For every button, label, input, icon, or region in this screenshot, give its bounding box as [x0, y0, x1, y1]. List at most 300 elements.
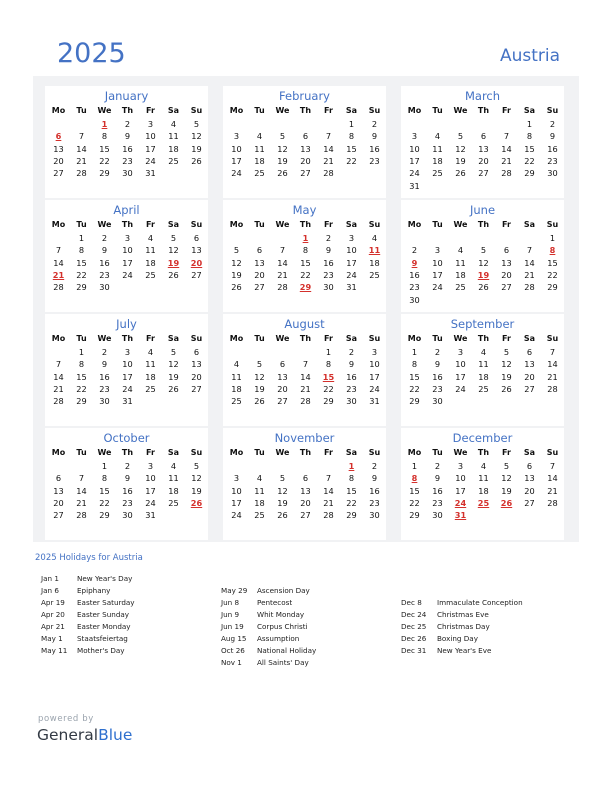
day-cell: 9 — [371, 131, 378, 142]
day-cell: 29 — [409, 510, 420, 521]
holiday-date: Dec 31 — [401, 646, 427, 655]
day-cell: 1 — [411, 347, 418, 357]
weekday-header: Tu — [76, 448, 87, 457]
month-july — [45, 314, 208, 426]
day-cell: 6 — [302, 131, 309, 142]
day-cell: 9 — [124, 131, 131, 142]
holiday-item — [221, 610, 304, 619]
weekday-header: Th — [477, 334, 490, 343]
day-cell: 16 — [369, 485, 380, 496]
holiday-date: Jan 1 — [41, 574, 59, 583]
day-cell: 2 — [411, 245, 418, 256]
day-cell: 4 — [256, 131, 263, 142]
holiday-name: Ascension Day — [257, 586, 310, 595]
day-cell: 28 — [277, 282, 288, 293]
day-cell: 20 — [53, 155, 64, 166]
day-cell: 24 — [231, 168, 242, 179]
day-cell: 19 — [191, 143, 202, 154]
day-cell: 9 — [124, 473, 131, 484]
day-cell: 21 — [524, 269, 535, 280]
day-cell: 18 — [145, 371, 156, 382]
weekday-header: Su — [190, 334, 203, 343]
month-title: September — [450, 317, 515, 331]
month-title: December — [452, 431, 513, 445]
day-cell: 12 — [478, 257, 489, 268]
holiday-item — [41, 598, 135, 607]
day-cell: 5 — [256, 359, 263, 370]
weekday-header: Tu — [76, 220, 87, 229]
weekday-header: Th — [477, 220, 490, 229]
brand-logo[interactable] — [37, 726, 132, 744]
weekday-header: Tu — [254, 334, 265, 343]
day-cell: 25 — [254, 510, 265, 521]
holiday-name: Boxing Day — [437, 634, 478, 643]
holiday-name: New Year's Eve — [437, 646, 492, 655]
day-cell: 3 — [457, 461, 464, 471]
day-cell: 29 — [76, 282, 87, 293]
day-cell: 11 — [231, 371, 242, 382]
day-cell: 11 — [254, 485, 265, 496]
day-cell: 3 — [124, 233, 131, 243]
weekday-header: Mo — [407, 106, 422, 115]
day-cell: 10 — [346, 245, 357, 256]
day-cell: 6 — [302, 473, 309, 484]
weekday-header: Sa — [345, 448, 358, 457]
day-cell: 21 — [323, 497, 334, 508]
day-cell: 9 — [549, 131, 556, 142]
weekday-header: Su — [546, 334, 559, 343]
day-cell: 27 — [53, 168, 64, 179]
day-cell: 26 — [191, 155, 202, 166]
day-cell: 30 — [369, 510, 380, 521]
day-cell: 14 — [300, 371, 311, 382]
day-cell: 9 — [101, 359, 108, 370]
day-cell: 13 — [191, 245, 202, 256]
day-cell: 4 — [170, 119, 177, 129]
weekday-header: Sa — [167, 448, 180, 457]
weekday-header: Tu — [254, 448, 265, 457]
holiday-day-cell: 21 — [52, 269, 65, 280]
day-cell: 10 — [409, 143, 420, 154]
day-cell: 9 — [348, 359, 355, 370]
day-cell: 23 — [369, 155, 380, 166]
day-cell: 18 — [168, 143, 179, 154]
day-cell: 22 — [346, 497, 357, 508]
month-april — [45, 200, 208, 312]
day-cell: 16 — [99, 371, 110, 382]
weekday-header: Fr — [324, 448, 333, 457]
day-cell: 23 — [99, 269, 110, 280]
day-cell: 16 — [432, 485, 443, 496]
day-cell: 29 — [547, 282, 558, 293]
day-cell: 17 — [145, 143, 156, 154]
weekday-header: Mo — [229, 334, 244, 343]
holidays-title: 2025 Holidays for Austria — [35, 553, 143, 563]
day-cell: 5 — [503, 347, 510, 357]
day-cell: 27 — [300, 510, 311, 521]
day-cell: 26 — [277, 168, 288, 179]
weekday-header: Sa — [523, 106, 536, 115]
month-february — [223, 86, 386, 198]
holiday-name: Easter Saturday — [77, 598, 135, 607]
month-may — [223, 200, 386, 312]
day-cell: 14 — [323, 143, 334, 154]
day-cell: 24 — [145, 497, 156, 508]
day-cell: 10 — [432, 257, 443, 268]
day-cell: 23 — [369, 497, 380, 508]
day-cell: 3 — [124, 347, 131, 357]
day-cell: 27 — [191, 269, 202, 280]
holiday-date: Dec 8 — [401, 598, 422, 607]
weekday-header: Mo — [51, 448, 66, 457]
weekday-header: Sa — [345, 334, 358, 343]
day-cell: 30 — [547, 168, 558, 179]
holiday-day-cell: 1 — [302, 233, 309, 243]
holiday-day-cell: 24 — [454, 497, 467, 508]
day-cell: 22 — [409, 383, 420, 394]
day-cell: 17 — [145, 485, 156, 496]
day-cell: 24 — [409, 168, 420, 179]
holiday-item — [401, 598, 523, 607]
day-cell: 4 — [147, 233, 154, 243]
month-june — [401, 200, 564, 312]
day-cell: 29 — [99, 168, 110, 179]
day-cell: 18 — [478, 371, 489, 382]
day-cell: 29 — [409, 396, 420, 407]
day-cell: 9 — [325, 245, 332, 256]
weekday-header: Tu — [432, 220, 443, 229]
weekday-header: We — [97, 448, 112, 457]
day-cell: 3 — [147, 119, 154, 129]
weekday-header: Mo — [51, 334, 66, 343]
day-cell: 1 — [411, 461, 418, 471]
holiday-day-cell: 19 — [477, 269, 490, 280]
month-november — [223, 428, 386, 540]
weekday-header: We — [453, 106, 468, 115]
day-cell: 28 — [547, 383, 558, 394]
day-cell: 10 — [231, 143, 242, 154]
day-cell: 15 — [300, 257, 311, 268]
day-cell: 24 — [122, 383, 133, 394]
holiday-name: Pentecost — [257, 598, 293, 607]
weekday-header: Fr — [324, 334, 333, 343]
day-cell: 2 — [371, 119, 378, 129]
weekday-header: We — [453, 220, 468, 229]
month-september — [401, 314, 564, 426]
weekday-header: Fr — [324, 106, 333, 115]
holiday-date: May 11 — [41, 646, 68, 655]
weekday-header: We — [275, 448, 290, 457]
day-cell: 17 — [455, 371, 466, 382]
day-cell: 2 — [434, 347, 441, 357]
day-cell: 27 — [524, 383, 535, 394]
day-cell: 3 — [147, 461, 154, 471]
holiday-name: Corpus Christi — [257, 622, 308, 631]
day-cell: 21 — [53, 383, 64, 394]
day-cell: 18 — [145, 257, 156, 268]
holiday-day-cell: 26 — [190, 497, 203, 508]
weekday-header: Fr — [502, 334, 511, 343]
holiday-item — [221, 586, 310, 595]
day-cell: 6 — [55, 473, 62, 484]
month-title: June — [469, 203, 496, 217]
day-cell: 30 — [122, 510, 133, 521]
weekday-header: Mo — [229, 106, 244, 115]
month-title: March — [464, 89, 501, 103]
holiday-item — [221, 646, 316, 655]
day-cell: 12 — [501, 473, 512, 484]
holiday-day-cell: 19 — [167, 257, 180, 268]
day-cell: 24 — [231, 510, 242, 521]
day-cell: 25 — [145, 383, 156, 394]
day-cell: 28 — [524, 282, 535, 293]
day-cell: 7 — [549, 347, 556, 357]
day-cell: 9 — [101, 245, 108, 256]
day-cell: 22 — [524, 155, 535, 166]
holiday-date: Oct 26 — [221, 646, 245, 655]
day-cell: 31 — [122, 396, 133, 407]
weekday-header: Mo — [229, 448, 244, 457]
day-cell: 7 — [503, 131, 510, 142]
weekday-header: Mo — [229, 220, 244, 229]
holiday-name: Mother's Day — [77, 646, 125, 655]
day-cell: 19 — [191, 485, 202, 496]
holiday-item — [41, 634, 128, 643]
weekday-header: Sa — [167, 334, 180, 343]
weekday-header: Sa — [523, 448, 536, 457]
holiday-day-cell: 6 — [55, 131, 62, 142]
day-cell: 29 — [346, 510, 357, 521]
day-cell: 15 — [547, 257, 558, 268]
holiday-day-cell: 1 — [101, 119, 108, 129]
day-cell: 4 — [170, 461, 177, 471]
day-cell: 13 — [478, 143, 489, 154]
day-cell: 18 — [455, 269, 466, 280]
month-march — [401, 86, 564, 198]
weekday-header: Su — [368, 106, 381, 115]
day-cell: 23 — [547, 155, 558, 166]
day-cell: 16 — [346, 371, 357, 382]
day-cell: 16 — [99, 257, 110, 268]
day-cell: 8 — [348, 131, 355, 142]
day-cell: 13 — [53, 485, 64, 496]
day-cell: 25 — [478, 383, 489, 394]
weekday-header: Fr — [146, 448, 155, 457]
day-cell: 21 — [323, 155, 334, 166]
day-cell: 12 — [501, 359, 512, 370]
holiday-item — [401, 622, 490, 631]
holiday-date: Dec 26 — [401, 634, 427, 643]
month-title: November — [274, 431, 335, 445]
month-august — [223, 314, 386, 426]
day-cell: 18 — [168, 485, 179, 496]
day-cell: 30 — [409, 294, 420, 305]
day-cell: 10 — [122, 359, 133, 370]
day-cell: 5 — [480, 245, 487, 256]
day-cell: 5 — [233, 245, 240, 256]
weekday-header: Mo — [407, 220, 422, 229]
day-cell: 23 — [122, 155, 133, 166]
day-cell: 25 — [455, 282, 466, 293]
day-cell: 5 — [279, 131, 286, 142]
day-cell: 20 — [524, 485, 535, 496]
weekday-header: Fr — [146, 106, 155, 115]
day-cell: 9 — [434, 473, 441, 484]
day-cell: 8 — [78, 359, 85, 370]
day-cell: 3 — [434, 245, 441, 256]
day-cell: 27 — [254, 282, 265, 293]
day-cell: 23 — [432, 383, 443, 394]
day-cell: 14 — [524, 257, 535, 268]
day-cell: 3 — [348, 233, 355, 243]
weekday-header: Su — [368, 448, 381, 457]
day-cell: 14 — [76, 143, 87, 154]
day-cell: 13 — [191, 359, 202, 370]
day-cell: 27 — [300, 168, 311, 179]
holiday-day-cell: 20 — [190, 257, 203, 268]
day-cell: 31 — [145, 168, 156, 179]
day-cell: 12 — [277, 143, 288, 154]
weekday-header: We — [453, 448, 468, 457]
day-cell: 21 — [300, 383, 311, 394]
day-cell: 25 — [254, 168, 265, 179]
day-cell: 12 — [231, 257, 242, 268]
day-cell: 22 — [76, 269, 87, 280]
weekday-header: We — [275, 106, 290, 115]
day-cell: 16 — [323, 257, 334, 268]
day-cell: 9 — [371, 473, 378, 484]
day-cell: 2 — [549, 119, 556, 129]
day-cell: 11 — [478, 473, 489, 484]
day-cell: 26 — [455, 168, 466, 179]
day-cell: 24 — [145, 155, 156, 166]
day-cell: 8 — [78, 245, 85, 256]
day-cell: 22 — [409, 497, 420, 508]
day-cell: 23 — [346, 383, 357, 394]
day-cell: 20 — [300, 497, 311, 508]
weekday-header: Sa — [167, 106, 180, 115]
holiday-item — [401, 646, 491, 655]
day-cell: 23 — [432, 497, 443, 508]
day-cell: 10 — [455, 473, 466, 484]
day-cell: 11 — [145, 359, 156, 370]
day-cell: 22 — [323, 383, 334, 394]
day-cell: 10 — [145, 131, 156, 142]
holiday-date: May 29 — [221, 586, 248, 595]
day-cell: 3 — [457, 347, 464, 357]
holiday-name: Christmas Eve — [437, 610, 489, 619]
day-cell: 13 — [300, 143, 311, 154]
day-cell: 22 — [99, 497, 110, 508]
holiday-day-cell: 11 — [368, 245, 381, 256]
day-cell: 21 — [76, 155, 87, 166]
day-cell: 17 — [231, 155, 242, 166]
day-cell: 28 — [53, 396, 64, 407]
day-cell: 25 — [231, 396, 242, 407]
day-cell: 1 — [78, 347, 85, 357]
weekday-header: We — [97, 106, 112, 115]
weekday-header: Sa — [167, 220, 180, 229]
day-cell: 19 — [455, 155, 466, 166]
holiday-day-cell: 29 — [299, 282, 312, 293]
day-cell: 10 — [455, 359, 466, 370]
day-cell: 7 — [325, 131, 332, 142]
day-cell: 15 — [346, 485, 357, 496]
day-cell: 2 — [325, 233, 332, 243]
holiday-name: All Saints' Day — [257, 658, 309, 667]
day-cell: 6 — [193, 347, 200, 357]
day-cell: 26 — [254, 396, 265, 407]
month-title: May — [292, 203, 317, 217]
day-cell: 28 — [300, 396, 311, 407]
holiday-name: Immaculate Conception — [437, 598, 523, 607]
holiday-date: Dec 25 — [401, 622, 427, 631]
day-cell: 6 — [256, 245, 263, 256]
day-cell: 19 — [231, 269, 242, 280]
day-cell: 15 — [99, 485, 110, 496]
day-cell: 20 — [478, 155, 489, 166]
day-cell: 5 — [193, 461, 200, 471]
weekday-header: Su — [546, 106, 559, 115]
day-cell: 11 — [432, 143, 443, 154]
day-cell: 28 — [323, 510, 334, 521]
day-cell: 13 — [524, 473, 535, 484]
day-cell: 6 — [193, 233, 200, 243]
day-cell: 3 — [411, 131, 418, 142]
day-cell: 20 — [501, 269, 512, 280]
day-cell: 5 — [503, 461, 510, 471]
day-cell: 5 — [279, 473, 286, 484]
day-cell: 28 — [76, 510, 87, 521]
powered-by-text: powered by — [38, 714, 94, 724]
day-cell: 13 — [501, 257, 512, 268]
day-cell: 29 — [76, 396, 87, 407]
weekday-header: Tu — [254, 220, 265, 229]
holiday-name: Easter Sunday — [77, 610, 130, 619]
day-cell: 28 — [76, 168, 87, 179]
day-cell: 8 — [101, 131, 108, 142]
day-cell: 24 — [432, 282, 443, 293]
weekday-header: Th — [121, 334, 134, 343]
holiday-date: Jun 9 — [221, 610, 240, 619]
holiday-date: Jan 6 — [41, 586, 59, 595]
day-cell: 21 — [547, 371, 558, 382]
holiday-name: Epiphany — [77, 586, 111, 595]
day-cell: 5 — [193, 119, 200, 129]
weekday-header: Tu — [432, 334, 443, 343]
day-cell: 9 — [434, 359, 441, 370]
day-cell: 31 — [369, 396, 380, 407]
weekday-header: Th — [121, 448, 134, 457]
holiday-item — [221, 634, 299, 643]
holiday-name: Staatsfeiertag — [77, 634, 128, 643]
day-cell: 13 — [277, 371, 288, 382]
day-cell: 22 — [547, 269, 558, 280]
day-cell: 7 — [526, 245, 533, 256]
month-december — [401, 428, 564, 540]
holiday-date: Aug 15 — [221, 634, 247, 643]
day-cell: 2 — [124, 461, 131, 471]
holiday-item — [41, 574, 132, 583]
day-cell: 16 — [432, 371, 443, 382]
day-cell: 13 — [254, 257, 265, 268]
day-cell: 16 — [369, 143, 380, 154]
holiday-name: New Year's Day — [77, 574, 133, 583]
day-cell: 19 — [501, 371, 512, 382]
day-cell: 12 — [455, 143, 466, 154]
day-cell: 8 — [325, 359, 332, 370]
day-cell: 13 — [53, 143, 64, 154]
